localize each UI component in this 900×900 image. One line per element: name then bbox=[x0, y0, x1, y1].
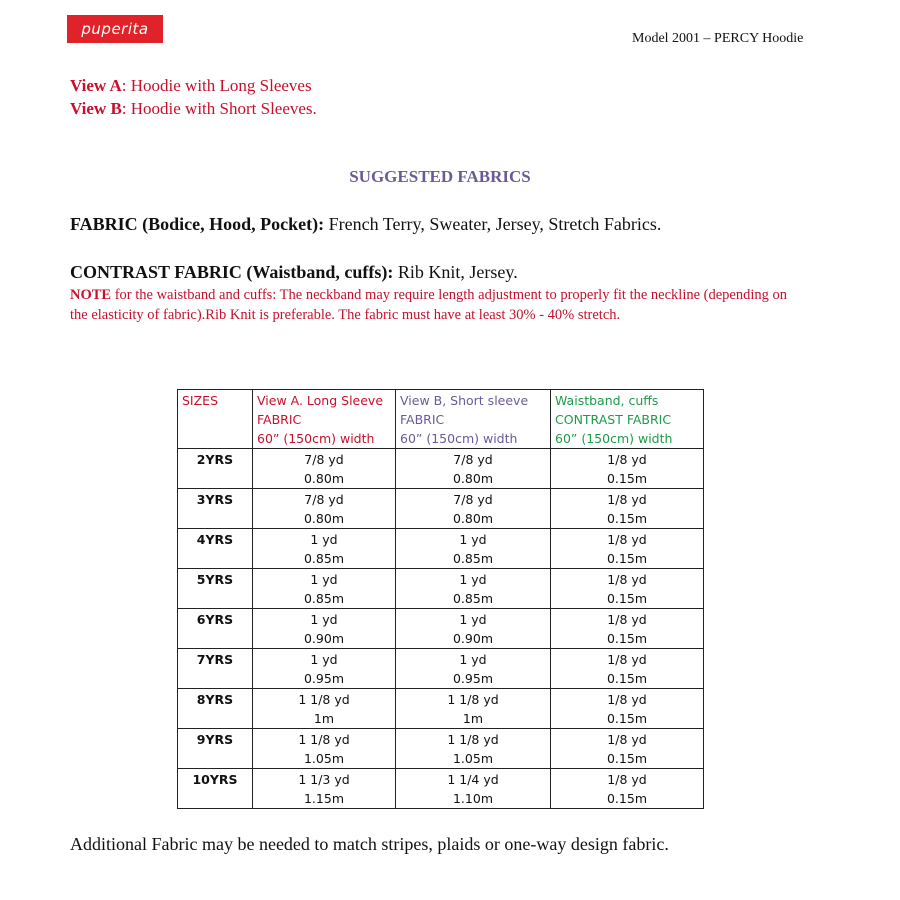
size-cell bbox=[178, 569, 253, 609]
waistband-cell-meters: 0.15m bbox=[606, 591, 647, 606]
header-view-b-line2: FABRIC bbox=[400, 412, 445, 427]
waistband-cell-meters: 0.15m bbox=[606, 471, 647, 486]
waistband-cell-yards: 1/8 yd bbox=[607, 692, 647, 707]
view-b-cell-meters: 1.05m bbox=[452, 751, 493, 766]
view-b-cell-yards: 1 1/8 yd bbox=[447, 732, 499, 747]
waistband-cell-meters: 0.15m bbox=[606, 791, 647, 806]
view-b-cell bbox=[396, 569, 551, 609]
view-a-cell bbox=[253, 489, 396, 529]
waistband-cell bbox=[551, 689, 704, 729]
view-a-cell-yards: 7/8 yd bbox=[304, 452, 344, 467]
view-a-line bbox=[70, 74, 317, 97]
view-b-cell-yards: 1 yd bbox=[459, 572, 487, 587]
view-a-cell-yards: 1 1/8 yd bbox=[298, 692, 350, 707]
size-cell-label: 3YRS bbox=[196, 492, 234, 507]
header-waistband-line2: CONTRAST FABRIC bbox=[555, 412, 672, 427]
view-a-cell bbox=[253, 529, 396, 569]
waistband-cell bbox=[551, 769, 704, 809]
view-a-cell-meters: 1m bbox=[313, 711, 335, 726]
view-b-cell-yards: 1 1/8 yd bbox=[447, 692, 499, 707]
view-b-cell-yards: 7/8 yd bbox=[453, 452, 493, 467]
view-a-cell-yards: 1 yd bbox=[310, 532, 338, 547]
waistband-cell bbox=[551, 729, 704, 769]
view-b-cell bbox=[396, 609, 551, 649]
view-a-cell-meters: 0.95m bbox=[303, 671, 344, 686]
footer-note: Additional Fabric may be needed to match stripes, plaids or one-way design fabric. bbox=[70, 834, 669, 854]
waistband-cell-yards: 1/8 yd bbox=[607, 532, 647, 547]
table-row bbox=[178, 569, 704, 609]
view-a-cell-yards: 1 1/3 yd bbox=[298, 772, 350, 787]
size-cell-label: 8YRS bbox=[196, 692, 234, 707]
waistband-cell bbox=[551, 449, 704, 489]
header-sizes bbox=[178, 390, 253, 449]
waistband-cell bbox=[551, 569, 704, 609]
note-label: NOTE bbox=[70, 287, 112, 303]
brand-logo-text: puperita bbox=[81, 20, 149, 38]
waistband-cell-yards: 1/8 yd bbox=[607, 772, 647, 787]
fabric-requirements-table bbox=[177, 389, 704, 809]
note-paragraph bbox=[70, 285, 800, 325]
table-row bbox=[178, 689, 704, 729]
suggested-fabrics-heading: SUGGESTED FABRICS bbox=[349, 167, 531, 186]
header-view-b-line3: 60” (150cm) width bbox=[400, 431, 518, 446]
size-cell bbox=[178, 649, 253, 689]
view-b-cell bbox=[396, 529, 551, 569]
header-waistband bbox=[551, 390, 704, 449]
view-b-cell bbox=[396, 729, 551, 769]
view-b-cell bbox=[396, 769, 551, 809]
view-descriptions bbox=[70, 74, 317, 120]
view-b-cell-meters: 0.95m bbox=[452, 671, 493, 686]
size-cell-label: 4YRS bbox=[196, 532, 234, 547]
view-a-cell-yards: 1 1/8 yd bbox=[298, 732, 350, 747]
size-cell-label: 2YRS bbox=[196, 452, 234, 467]
size-cell bbox=[178, 529, 253, 569]
view-b-cell-meters: 0.85m bbox=[452, 551, 493, 566]
view-b-cell-yards: 1 1/4 yd bbox=[447, 772, 499, 787]
size-cell bbox=[178, 689, 253, 729]
view-a-cell-yards: 1 yd bbox=[310, 612, 338, 627]
view-b-line bbox=[70, 97, 317, 120]
view-a-cell bbox=[253, 449, 396, 489]
header-view-a-line2: FABRIC bbox=[257, 412, 302, 427]
view-b-cell bbox=[396, 489, 551, 529]
view-a-cell bbox=[253, 649, 396, 689]
view-b-cell-yards: 1 yd bbox=[459, 652, 487, 667]
header-view-b bbox=[396, 390, 551, 449]
view-a-cell bbox=[253, 769, 396, 809]
table-row bbox=[178, 529, 704, 569]
header-view-a bbox=[253, 390, 396, 449]
view-b-cell-meters: 1.10m bbox=[452, 791, 493, 806]
waistband-cell-yards: 1/8 yd bbox=[607, 612, 647, 627]
view-b-cell-meters: 1m bbox=[462, 711, 484, 726]
view-b-cell-yards: 1 yd bbox=[459, 532, 487, 547]
size-cell bbox=[178, 769, 253, 809]
contrast-fabric-line bbox=[70, 262, 518, 283]
view-a-text: : Hoodie with Long Sleeves bbox=[121, 76, 312, 95]
view-a-cell-meters: 0.85m bbox=[303, 551, 344, 566]
size-cell-label: 10YRS bbox=[192, 772, 238, 787]
view-a-cell-meters: 0.80m bbox=[303, 471, 344, 486]
view-a-cell-meters: 1.15m bbox=[303, 791, 344, 806]
view-a-cell-yards: 1 yd bbox=[310, 652, 338, 667]
size-cell-label: 9YRS bbox=[196, 732, 234, 747]
model-title: Model 2001 – PERCY Hoodie bbox=[632, 31, 804, 46]
view-b-cell-meters: 0.80m bbox=[452, 511, 493, 526]
contrast-fabric-label: CONTRAST FABRIC (Waistband, cuffs): bbox=[70, 262, 394, 282]
waistband-cell-meters: 0.15m bbox=[606, 671, 647, 686]
size-cell bbox=[178, 449, 253, 489]
header-waistband-line1: Waistband, cuffs bbox=[555, 393, 659, 408]
view-a-cell-meters: 0.85m bbox=[303, 591, 344, 606]
table-row bbox=[178, 649, 704, 689]
waistband-cell-yards: 1/8 yd bbox=[607, 652, 647, 667]
waistband-cell bbox=[551, 529, 704, 569]
table-row bbox=[178, 769, 704, 809]
table-body bbox=[178, 449, 704, 809]
waistband-cell bbox=[551, 649, 704, 689]
waistband-cell-meters: 0.15m bbox=[606, 711, 647, 726]
view-a-cell-meters: 0.90m bbox=[303, 631, 344, 646]
header-sizes-text: SIZES bbox=[182, 393, 219, 408]
table-header-row bbox=[178, 390, 704, 449]
header-view-a-line1: View A. Long Sleeve bbox=[257, 393, 384, 408]
view-a-cell-yards: 7/8 yd bbox=[304, 492, 344, 507]
table-row bbox=[178, 729, 704, 769]
header-view-b-line1: View B, Short sleeve bbox=[400, 393, 529, 408]
size-cell bbox=[178, 609, 253, 649]
contrast-fabric-text: Rib Knit, Jersey. bbox=[393, 262, 518, 282]
fabric-text: French Terry, Sweater, Jersey, Stretch Fabrics. bbox=[324, 214, 662, 234]
size-cell-label: 5YRS bbox=[196, 572, 234, 587]
view-a-cell bbox=[253, 729, 396, 769]
waistband-cell-meters: 0.15m bbox=[606, 631, 647, 646]
view-b-label: View B bbox=[70, 99, 122, 118]
view-a-cell-meters: 0.80m bbox=[303, 511, 344, 526]
waistband-cell bbox=[551, 609, 704, 649]
view-b-cell bbox=[396, 449, 551, 489]
fabric-line bbox=[70, 214, 661, 235]
view-a-cell-meters: 1.05m bbox=[303, 751, 344, 766]
view-a-cell bbox=[253, 569, 396, 609]
view-a-cell bbox=[253, 689, 396, 729]
waistband-cell-meters: 0.15m bbox=[606, 511, 647, 526]
view-b-cell-yards: 1 yd bbox=[459, 612, 487, 627]
view-a-cell-yards: 1 yd bbox=[310, 572, 338, 587]
brand-logo bbox=[67, 15, 163, 43]
table-row bbox=[178, 449, 704, 489]
waistband-cell-yards: 1/8 yd bbox=[607, 732, 647, 747]
size-cell bbox=[178, 489, 253, 529]
waistband-cell-yards: 1/8 yd bbox=[607, 492, 647, 507]
header-waistband-line3: 60” (150cm) width bbox=[555, 431, 673, 446]
table-row bbox=[178, 489, 704, 529]
size-cell bbox=[178, 729, 253, 769]
table-row bbox=[178, 609, 704, 649]
view-b-cell-meters: 0.90m bbox=[452, 631, 493, 646]
header-view-a-line3: 60” (150cm) width bbox=[257, 431, 375, 446]
size-cell-label: 7YRS bbox=[196, 652, 234, 667]
view-b-cell-meters: 0.80m bbox=[452, 471, 493, 486]
waistband-cell-yards: 1/8 yd bbox=[607, 572, 647, 587]
fabric-label: FABRIC (Bodice, Hood, Pocket): bbox=[70, 214, 325, 234]
waistband-cell bbox=[551, 489, 704, 529]
waistband-cell-meters: 0.15m bbox=[606, 551, 647, 566]
view-b-cell bbox=[396, 649, 551, 689]
view-b-cell-yards: 7/8 yd bbox=[453, 492, 493, 507]
view-b-cell-meters: 0.85m bbox=[452, 591, 493, 606]
note-text: for the waistband and cuffs: The neckband may require length adjustment to properly fit the neckline (depending on the elasticity of fabric).Rib Knit is preferable. The fabric must have at least 30% - 40% stretch. bbox=[70, 287, 788, 323]
view-b-text: : Hoodie with Short Sleeves. bbox=[121, 99, 317, 118]
view-a-cell bbox=[253, 609, 396, 649]
view-b-cell bbox=[396, 689, 551, 729]
size-cell-label: 6YRS bbox=[196, 612, 234, 627]
waistband-cell-meters: 0.15m bbox=[606, 751, 647, 766]
waistband-cell-yards: 1/8 yd bbox=[607, 452, 647, 467]
view-a-label: View A bbox=[70, 76, 122, 95]
